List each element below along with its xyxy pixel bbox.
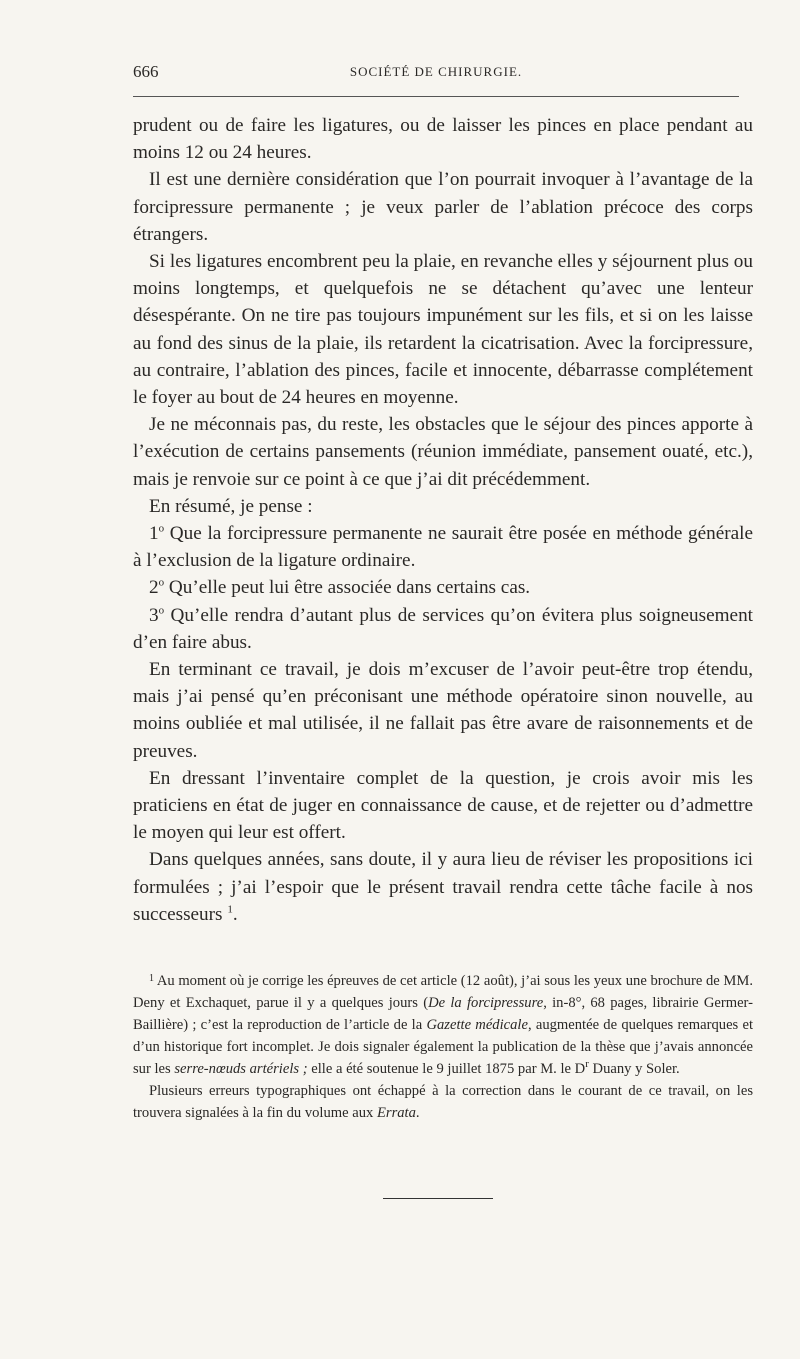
body-text xyxy=(133,112,753,928)
end-rule xyxy=(383,1198,493,1199)
footnote-1 xyxy=(133,968,753,1080)
paragraph-final xyxy=(133,846,753,928)
journal-title: SOCIÉTÉ DE CHIRURGIE. xyxy=(349,64,523,79)
paragraph-continued: prudent ou de faire les ligatures, ou de laisser les pinces en place pendant au moins 12 ou 24 heures. xyxy=(133,115,753,164)
footnote-text: , in-8°, 68 pages, librairie Germer-Baillière) ; c’est la reproduction de l’article de la xyxy=(133,995,753,1033)
footnote-text: , augmentée de quelques remarques et d’un historique fort incomplet. Je dois signaler également la publication de la thèse que j’avais annoncée sur les xyxy=(133,1017,754,1077)
footnote-errata xyxy=(133,1080,753,1124)
conclusion-item-1 xyxy=(133,520,753,574)
item-text: Qu’elle rendra d’autant plus de services qu’on évitera plus soigneusement d’en faire abus. xyxy=(133,604,753,653)
item-number: 3 xyxy=(149,604,159,626)
ordinal-mark: o xyxy=(158,577,165,590)
ordinal-mark: o xyxy=(158,604,165,617)
paragraph-ligatures: Si les ligatures encombrent peu la plaie, en revanche elles y séjournent plus ou moins longtemps, et quelquefois ne se détachent qu’avec une lenteur désespérante. On ne tire pas toujours impunément sur les fils, et si on les laisse au fond des sinus de la plaie, ils retardent la cicatrisation. Avec la forcipressure, au contraire, l’ablation des pinces, facile et innocente, débarrasse complétement le foyer au bout de 24 heures en moyenne. xyxy=(133,251,753,409)
item-number: 1 xyxy=(149,523,159,545)
footnote-mark: 1 xyxy=(149,973,154,984)
item-number: 2 xyxy=(149,577,159,599)
conclusion-item-3 xyxy=(133,602,753,656)
final-period: . xyxy=(232,903,238,925)
footnotes xyxy=(133,968,753,1124)
footnote-text: Plusieurs erreurs typographiques ont échappé à la correction dans le courant de ce travail, on les trouvera signalées à la fin du volume aux xyxy=(133,1083,753,1121)
footnote-text: Au moment où je corrige les épreuves de cet article (12 août), j’ai sous les yeux une brochure de MM. Deny et Exchaquet, parue il y a quelques jours ( xyxy=(133,973,753,1011)
footnote-text: Duany y Soler. xyxy=(588,1061,680,1077)
footnote-text: . xyxy=(415,1105,420,1121)
thesis-title: serre-nœuds artériels ; xyxy=(174,1061,308,1077)
paragraph-terminant: En terminant ce travail, je dois m’excuser de l’avoir peut-être trop étendu, mais j’ai pensé qu’en préconisant une méthode opératoire sinon nouvelle, au moins oubliée et mal utilisée, il ne fallait pas être avare de raisonnements et de preuves. xyxy=(133,659,753,762)
paragraph-inventaire: En dressant l’inventaire complet de la question, je crois avoir mis les praticiens en état de juger en connaissance de cause, et de rejetter ou d’admettre le moyen qui leur est offert. xyxy=(133,767,753,844)
page-number: 666 xyxy=(133,62,159,81)
running-head xyxy=(133,62,739,86)
paragraph-consideration: Il est une dernière considération que l’on pourrait invoquer à l’avantage de la forcipressure permanente ; je veux parler de l’ablation précoce des corps étrangers. xyxy=(133,169,753,245)
footnote-ref: 1 xyxy=(227,903,233,916)
journal-name: Gazette médicale xyxy=(426,1017,528,1033)
footnote-text: elle a été soutenue le 9 juillet 1875 par M. le D xyxy=(307,1061,586,1077)
paragraph-resume: En résumé, je pense : xyxy=(149,495,313,517)
header-rule xyxy=(133,96,739,97)
item-text: Que la forcipressure permanente ne saurait être posée en méthode générale à l’exclusion de la ligature ordinaire. xyxy=(133,523,753,572)
book-title: De la forcipressure xyxy=(428,995,544,1011)
errata-word: Errata xyxy=(376,1105,416,1121)
item-text: Qu’elle peut lui être associée dans certains cas. xyxy=(164,577,531,599)
doctor-abbrev-sup: r xyxy=(585,1058,589,1071)
paragraph-obstacles: Je ne méconnais pas, du reste, les obstacles que le séjour des pinces apporte à l’exécution de certains pansements (réunion immédiate, pansement ouaté, etc.), mais je renvoie sur ce point à ce que j’ai dit précédemment. xyxy=(133,414,753,490)
final-text: Dans quelques années, sans doute, il y aura lieu de réviser les propositions ici formulées ; j’ai l’espoir que le présent travail rendra cette tâche facile à nos successeurs xyxy=(133,849,753,925)
conclusion-item-2 xyxy=(133,574,753,601)
ordinal-mark: o xyxy=(158,522,165,535)
